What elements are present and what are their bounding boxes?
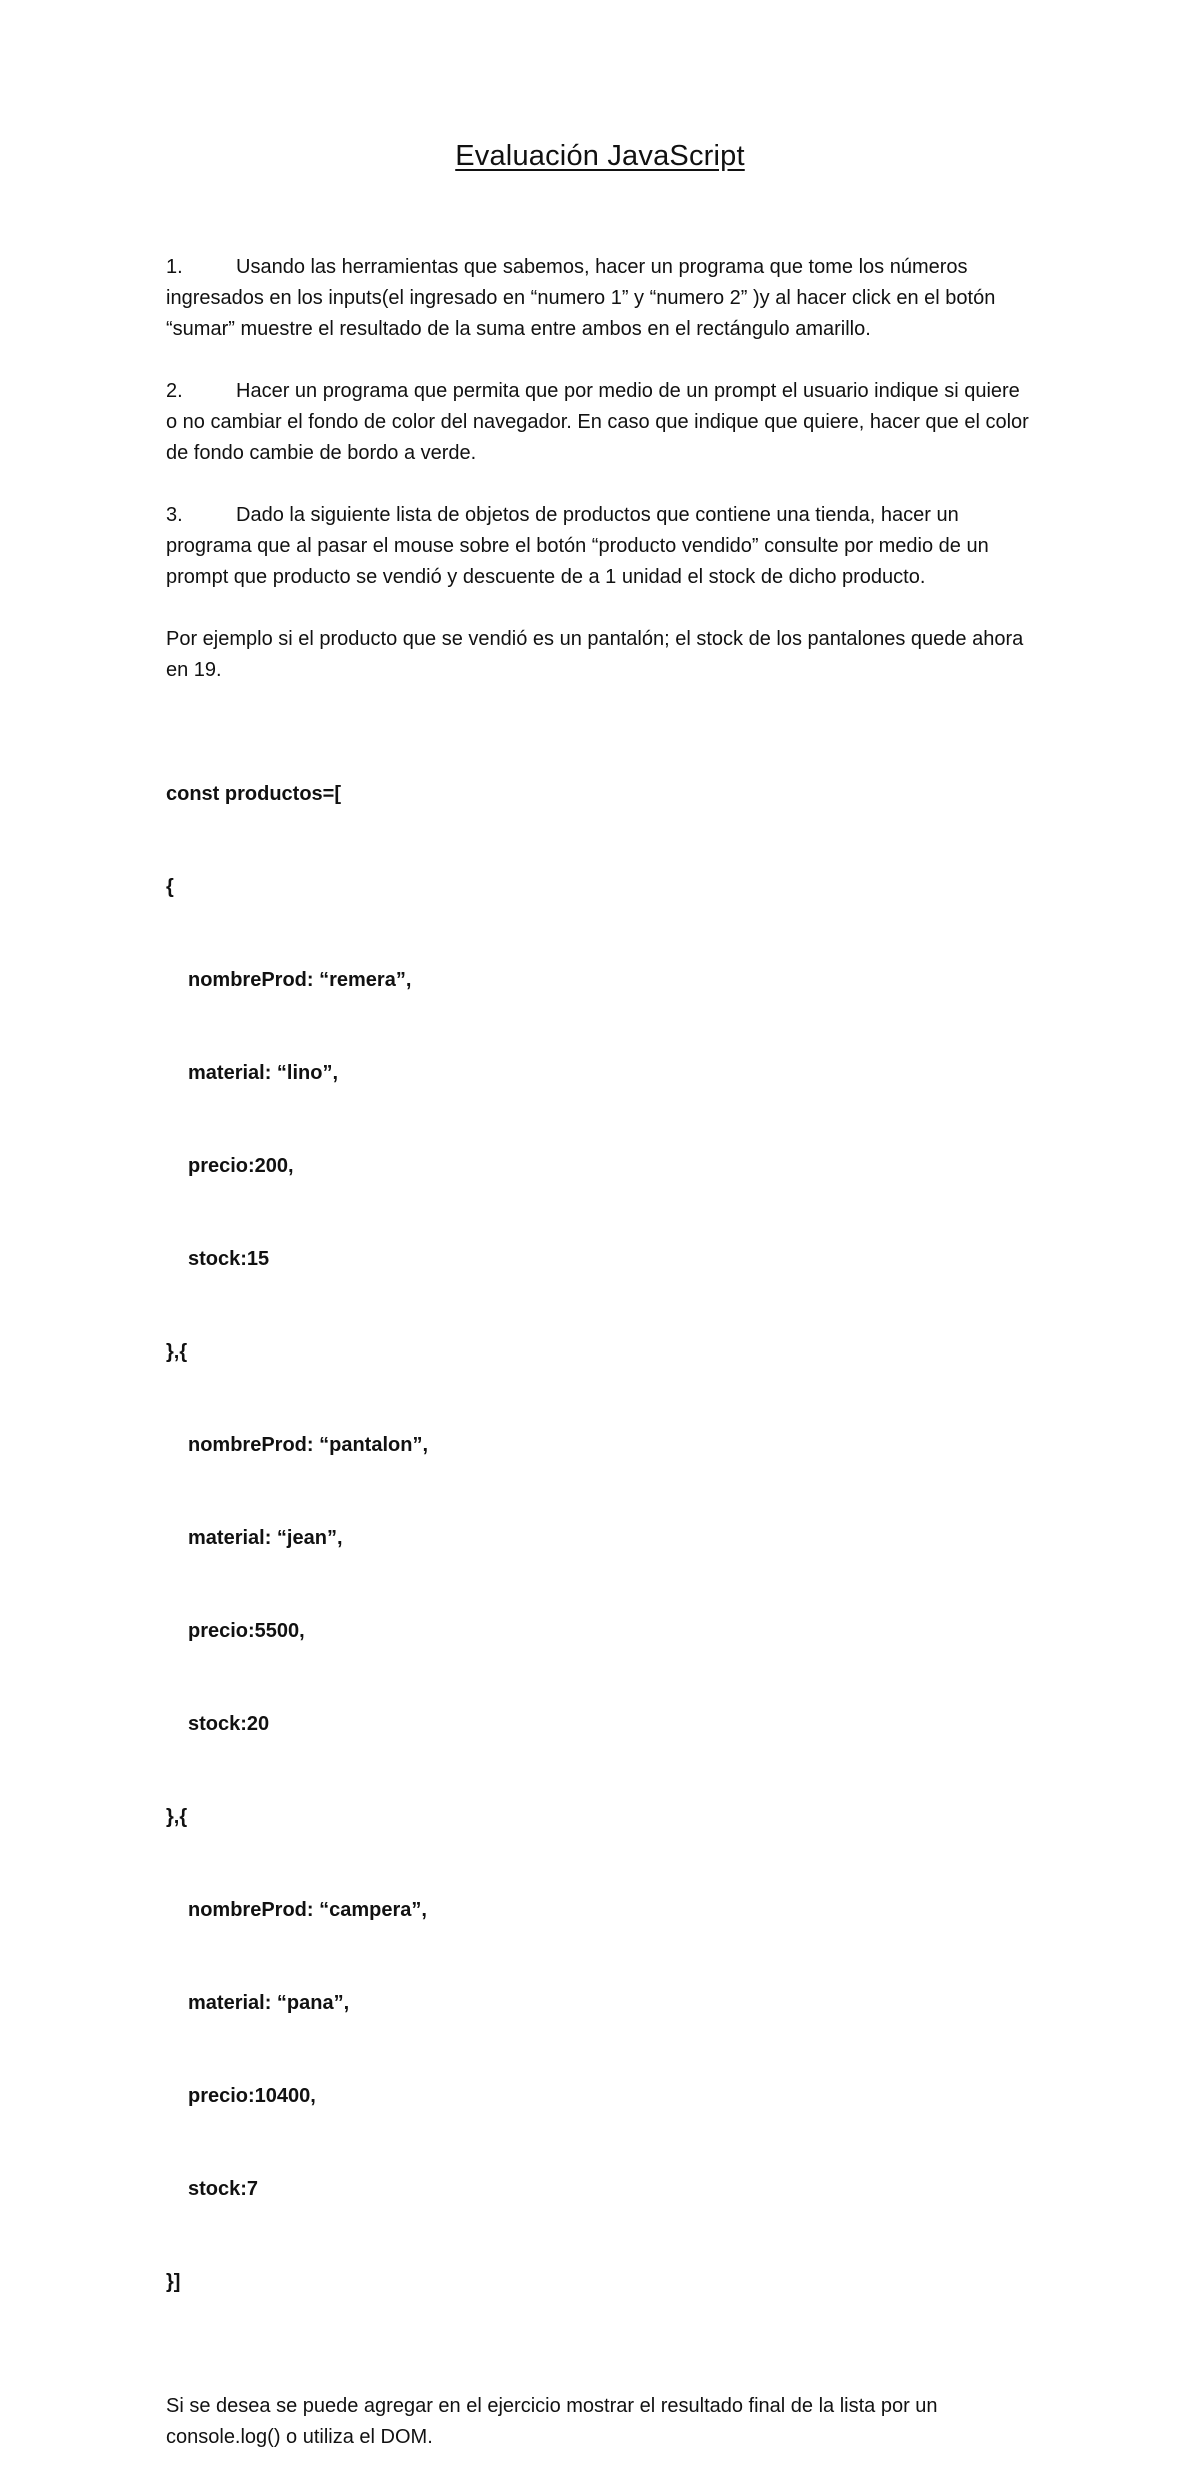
code-line: nombreProd: “remera”, bbox=[188, 969, 412, 991]
code-line: material: “pana”, bbox=[188, 1992, 350, 2014]
exercise-text: Usando las herramientas que sabemos, hacer un programa que tome los números ingresados en los inputs(el ingresado en “numero 1” y “numero 2” )y al hacer click en el botón “sumar” muestre el resultado de la suma entre ambos en el rectángulo amarillo. bbox=[166, 256, 996, 340]
exercise-item-3 bbox=[166, 500, 1036, 593]
exercise-number: 2. bbox=[166, 380, 183, 402]
exercise-number: 1. bbox=[166, 256, 183, 278]
document-title: Evaluación JavaScript bbox=[455, 140, 745, 172]
code-line: },{ bbox=[166, 1341, 188, 1363]
exercise-item-2 bbox=[166, 376, 1036, 469]
exercise-number: 3. bbox=[166, 504, 183, 526]
exercise-text: Dado la siguiente lista de objetos de productos que contiene una tienda, hacer un programa que al pasar el mouse sobre el botón “producto vendido” consulte por medio de un prompt que producto se vendió y descuente de a 1 unidad el stock de dicho producto. bbox=[166, 504, 989, 588]
code-line: precio:5500, bbox=[188, 1620, 305, 1642]
code-line: const productos=[ bbox=[166, 783, 342, 805]
code-line: material: “jean”, bbox=[188, 1527, 343, 1549]
code-block bbox=[166, 717, 1036, 2360]
code-line: stock:7 bbox=[188, 2178, 259, 2200]
exercise-text: Hacer un programa que permita que por medio de un prompt el usuario indique si quiere o no cambiar el fondo de color del navegador. En caso que indique que quiere, hacer que el color de fondo cambie de bordo a verde. bbox=[166, 380, 1029, 464]
code-line: precio:10400, bbox=[188, 2085, 316, 2107]
code-line: nombreProd: “pantalon”, bbox=[188, 1434, 428, 1456]
document-body bbox=[166, 252, 1036, 2484]
code-line: nombreProd: “campera”, bbox=[188, 1899, 427, 1921]
code-line: stock:20 bbox=[188, 1713, 270, 1735]
code-line: { bbox=[166, 876, 174, 898]
code-line: }] bbox=[166, 2271, 181, 2293]
code-line: stock:15 bbox=[188, 1248, 270, 1270]
code-line: },{ bbox=[166, 1806, 188, 1828]
code-line: precio:200, bbox=[188, 1155, 294, 1177]
code-line: material: “lino”, bbox=[188, 1062, 339, 1084]
example-paragraph: Por ejemplo si el producto que se vendió es un pantalón; el stock de los pantalones quede ahora en 19. bbox=[166, 628, 1024, 681]
exercise-item-1 bbox=[166, 252, 1036, 345]
closing-paragraph: Si se desea se puede agregar en el ejercicio mostrar el resultado final de la lista por un console.log() o utiliza el DOM. bbox=[166, 2395, 938, 2448]
